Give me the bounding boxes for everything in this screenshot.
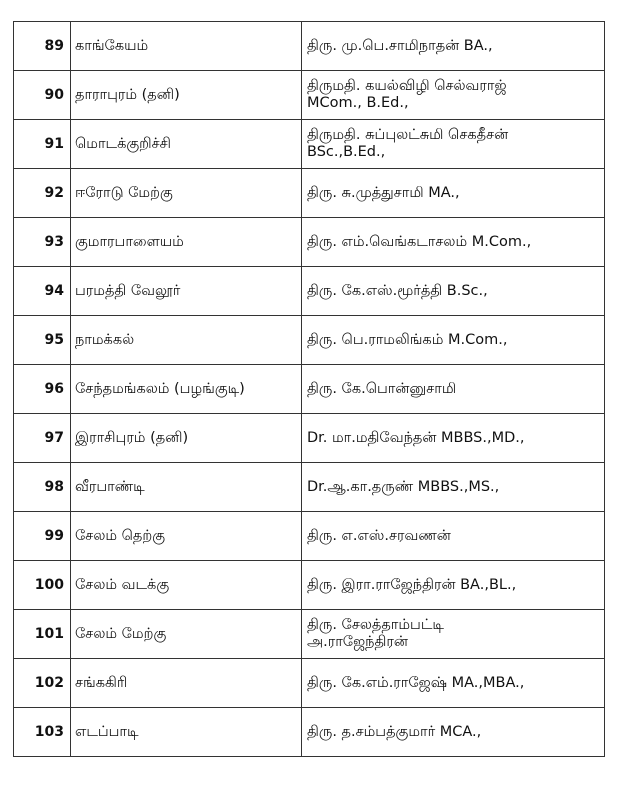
candidate-name-line: திருமதி. சுப்புலட்சுமி செகதீசன்	[307, 127, 509, 143]
candidate-name-line: திரு. மு.பெ.சாமிநாதன் BA.,	[307, 37, 493, 54]
candidate-name	[302, 267, 605, 316]
candidate-name	[302, 365, 605, 414]
table-row	[14, 463, 605, 512]
candidate-name-line: MCom., B.Ed.,	[307, 95, 409, 111]
candidate-name	[302, 414, 605, 463]
candidate-name	[302, 463, 605, 512]
constituency-name: சேந்தமங்கலம் (பழங்குடி)	[71, 365, 302, 414]
table-row	[14, 708, 605, 757]
constituency-name: குமாரபாளையம்	[71, 218, 302, 267]
candidate-name	[302, 659, 605, 708]
constituency-name: நாமக்கல்	[71, 316, 302, 365]
constituency-name: இராசிபுரம் (தனி)	[71, 414, 302, 463]
candidate-name-line: திரு. கே.எம்.ராஜேஷ் MA.,MBA.,	[307, 674, 525, 691]
row-number: 96	[14, 365, 71, 414]
table-row	[14, 120, 605, 169]
candidate-name-line: திரு. கே.எஸ்.மூர்த்தி B.Sc.,	[307, 282, 488, 299]
table-row	[14, 316, 605, 365]
candidate-name	[302, 120, 605, 169]
table-row	[14, 22, 605, 71]
row-number: 89	[14, 22, 71, 71]
row-number: 98	[14, 463, 71, 512]
candidate-name-line: திரு. த.சம்பத்குமார் MCA.,	[307, 723, 482, 740]
table-row	[14, 218, 605, 267]
candidate-name	[302, 561, 605, 610]
row-number: 101	[14, 610, 71, 659]
table-row	[14, 267, 605, 316]
constituency-name: எடப்பாடி	[71, 708, 302, 757]
candidate-name	[302, 218, 605, 267]
constituency-name: பரமத்தி வேலூர்	[71, 267, 302, 316]
candidate-name	[302, 708, 605, 757]
row-number: 91	[14, 120, 71, 169]
row-number: 97	[14, 414, 71, 463]
candidate-name	[302, 316, 605, 365]
row-number: 90	[14, 71, 71, 120]
table-row	[14, 414, 605, 463]
table-row	[14, 659, 605, 708]
constituency-name: ஈரோடு மேற்கு	[71, 169, 302, 218]
row-number: 99	[14, 512, 71, 561]
table-row	[14, 169, 605, 218]
candidate-name-line: திரு. சு.முத்துசாமி MA.,	[307, 184, 460, 201]
candidate-name	[302, 169, 605, 218]
constituency-name: காங்கேயம்	[71, 22, 302, 71]
candidate-name-line: திரு. இரா.ராஜேந்திரன் BA.,BL.,	[307, 576, 517, 593]
table-row	[14, 561, 605, 610]
candidate-name	[302, 22, 605, 71]
table-row	[14, 610, 605, 659]
constituency-name: சங்ககிரி	[71, 659, 302, 708]
candidate-name-line: திருமதி. கயல்விழி செல்வராஜ்	[307, 78, 507, 94]
candidate-name-line: திரு. சேலத்தாம்பட்டி	[307, 617, 444, 633]
table-row	[14, 512, 605, 561]
row-number: 94	[14, 267, 71, 316]
candidate-name-line: திரு. கே.பொன்னுசாமி	[307, 380, 457, 397]
row-number: 95	[14, 316, 71, 365]
table-row	[14, 365, 605, 414]
candidate-name-line: அ.ராஜேந்திரன்	[307, 634, 408, 650]
row-number: 92	[14, 169, 71, 218]
constituency-name: சேலம் வடக்கு	[71, 561, 302, 610]
row-number: 102	[14, 659, 71, 708]
row-number: 103	[14, 708, 71, 757]
row-number: 93	[14, 218, 71, 267]
candidate-name	[302, 71, 605, 120]
constituency-name: சேலம் மேற்கு	[71, 610, 302, 659]
candidate-name-line: திரு. எம்.வெங்கடாசலம் M.Com.,	[307, 233, 532, 250]
candidate-name-line: திரு. பெ.ராமலிங்கம் M.Com.,	[307, 331, 508, 348]
candidate-name-line: Dr.ஆ.கா.தருண் MBBS.,MS.,	[307, 478, 500, 495]
candidate-table	[13, 21, 605, 757]
table-row	[14, 71, 605, 120]
row-number: 100	[14, 561, 71, 610]
constituency-name: மொடக்குறிச்சி	[71, 120, 302, 169]
table-body	[14, 22, 605, 757]
constituency-name: வீரபாண்டி	[71, 463, 302, 512]
candidate-name-line: BSc.,B.Ed.,	[307, 144, 386, 160]
candidate-name	[302, 610, 605, 659]
candidate-name-line: Dr. மா.மதிவேந்தன் MBBS.,MD.,	[307, 429, 525, 446]
candidate-name-line: திரு. எ.எஸ்.சரவணன்	[307, 527, 451, 544]
constituency-name: சேலம் தெற்கு	[71, 512, 302, 561]
candidate-name	[302, 512, 605, 561]
constituency-name: தாராபுரம் (தனி)	[71, 71, 302, 120]
